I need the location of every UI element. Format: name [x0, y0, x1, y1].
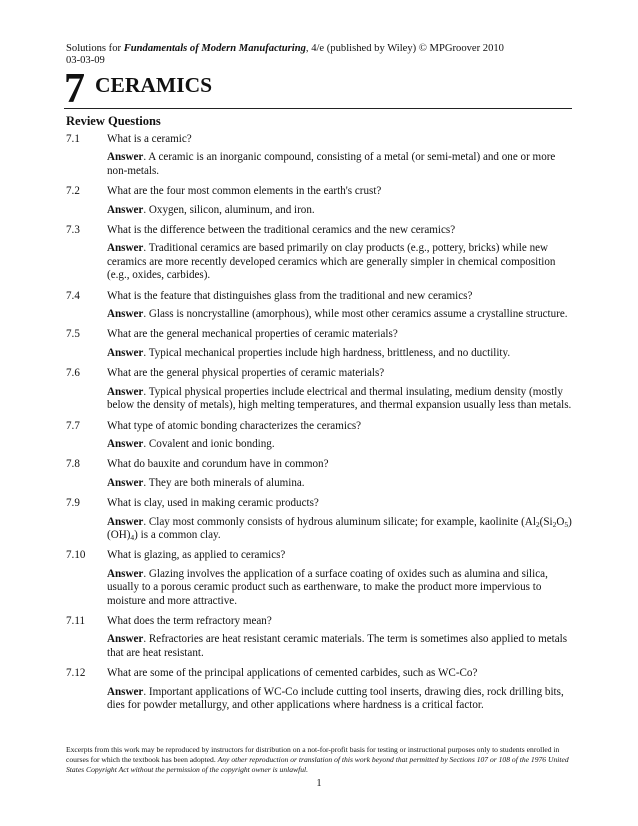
question-number: 7.7	[66, 419, 80, 432]
answer-text: Answer. Glazing involves the application of a surface coating of oxides such as alumina and silica, usually to a porous ceramic product such as earthenware, to make the product more impervious to moisture and more attractive.	[107, 567, 548, 607]
question-number: 7.1	[66, 133, 80, 145]
answer-text: Answer. Clay most commonly consists of hydrous aluminum silicate; for example, kaolinite $(Al_2(Si_2O_5)(OH)_4)$ is a common clay.	[107, 515, 572, 542]
qa-item-7-7	[66, 420, 572, 452]
kaolinite-formula: $(Al_2(Si_2O_5)(OH)_4)$	[107, 515, 572, 542]
answer-label: Answer	[107, 203, 144, 216]
question-number: 7.3	[66, 224, 80, 237]
qa-item-7-6	[66, 367, 572, 412]
question-text: What are the four most common elements in the earth's crust?	[107, 185, 382, 198]
question-number: 7.9	[66, 497, 80, 510]
chapter-number: 7	[64, 66, 85, 112]
copyright-footer: Excerpts from this work may be reproduced by instructors for distribution on a not-for-profit basis for testing or instructional purposes only to students enrolled in courses for which the textbook has been adopted. Any other reproduction or translation of this work beyond that permitted by Sections 107 or 108 of the 1976 United States Copyright Act without the permission of the copyright owner is unlawful.	[66, 745, 569, 774]
answer-text: Answer. A ceramic is an inorganic compound, consisting of a metal (or semi-metal) and one or more non-metals.	[107, 151, 556, 177]
answer-label: Answer	[107, 385, 144, 398]
running-header	[66, 42, 606, 55]
question-text: What is glazing, as applied to ceramics?	[107, 549, 286, 562]
question-text: What do bauxite and corundum have in common?	[107, 458, 329, 471]
question-text: What are the general physical properties of ceramic materials?	[107, 367, 385, 380]
question-number: 7.6	[66, 367, 80, 380]
qa-item-7-8	[66, 458, 572, 490]
qa-item-7-11	[66, 615, 572, 660]
qa-item-7-9	[66, 497, 572, 542]
answer-label: Answer	[107, 476, 144, 489]
header-date: 03-03-09	[66, 55, 105, 66]
question-text: What type of atomic bonding characterizes the ceramics?	[107, 419, 362, 432]
qa-item-7-4	[66, 290, 572, 322]
chapter-title: CERAMICS	[95, 73, 213, 97]
question-text: What are the general mechanical properties of ceramic materials?	[107, 328, 398, 341]
question-text: What is a ceramic?	[107, 133, 192, 145]
answer-label: Answer	[107, 633, 144, 646]
answer-label: Answer	[107, 515, 144, 528]
question-number: 7.12	[66, 667, 86, 680]
chapter-rule	[64, 108, 572, 109]
question-list	[66, 133, 572, 719]
answer-label: Answer	[107, 242, 144, 255]
question-text: What is clay, used in making ceramic products?	[107, 497, 319, 510]
header-prefix: Solutions for	[66, 43, 124, 54]
question-number: 7.11	[66, 614, 86, 627]
answer-label: Answer	[107, 567, 144, 580]
answer-text: Answer. Covalent and ionic bonding.	[107, 437, 275, 450]
answer-text: Answer. Glass is noncrystalline (amorphous), while most other ceramics assume a crystalline structure.	[107, 308, 568, 321]
question-number: 7.10	[66, 549, 86, 562]
book-title: Fundamentals of Modern Manufacturing	[123, 43, 306, 54]
answer-label: Answer	[107, 346, 144, 359]
question-number: 7.8	[66, 458, 80, 471]
answer-label: Answer	[107, 308, 144, 321]
qa-item-7-2	[66, 185, 572, 217]
question-text: What is the feature that distinguishes glass from the traditional and new ceramics?	[107, 289, 473, 302]
question-text: What are some of the principal applications of cemented carbides, such as WC-Co?	[107, 667, 478, 680]
chapter-heading	[64, 66, 213, 112]
answer-label: Answer	[107, 437, 144, 450]
answer-text: Answer. Traditional ceramics are based primarily on clay products (e.g., pottery, bricks) while new ceramics are more recently developed ceramics which are generally simpler in chemical composition (e.g., oxides, carbides).	[107, 242, 556, 282]
answer-text: Answer. Important applications of WC-Co include cutting tool inserts, drawing dies, rock drilling bits, dies for powder metallurgy, and other applications where hardness is a critical factor.	[107, 685, 564, 711]
section-title: Review Questions	[66, 114, 161, 128]
answer-text: Answer. Typical mechanical properties include high hardness, brittleness, and no ductility.	[107, 346, 511, 359]
answer-text: Answer. Oxygen, silicon, aluminum, and iron.	[107, 203, 315, 216]
question-text: What is the difference between the traditional ceramics and the new ceramics?	[107, 224, 456, 237]
question-number: 7.4	[66, 289, 80, 302]
question-text: What does the term refractory mean?	[107, 614, 272, 627]
header-suffix: , 4/e (published by Wiley) © MPGroover 2010	[305, 43, 504, 54]
answer-text: Answer. They are both minerals of alumina.	[107, 476, 305, 489]
page-number: 1	[316, 778, 322, 789]
answer-text: Answer. Typical physical properties include electrical and thermal insulating, medium density (mostly below the density of metals), high melting temperatures, and thermal expansion usually less than metals.	[107, 385, 572, 412]
qa-item-7-10	[66, 549, 572, 608]
question-number: 7.2	[66, 185, 80, 198]
answer-label: Answer	[107, 151, 144, 164]
qa-item-7-1	[66, 133, 572, 178]
answer-text: Answer. Refractories are heat resistant ceramic materials. The term is sometimes also applied to metals that are heat resistant.	[107, 633, 568, 659]
question-number: 7.5	[66, 328, 80, 341]
qa-item-7-5	[66, 328, 572, 360]
answer-label: Answer	[107, 685, 144, 698]
qa-item-7-12	[66, 667, 572, 712]
qa-item-7-3	[66, 224, 572, 283]
